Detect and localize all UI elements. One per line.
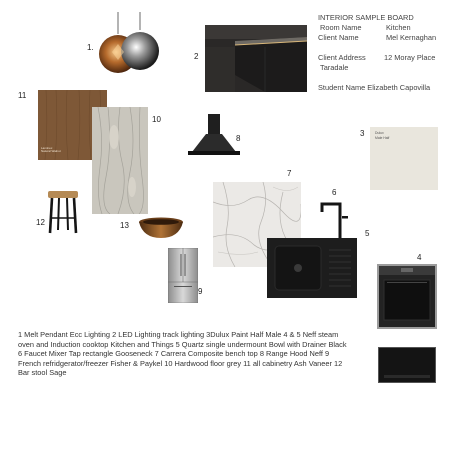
student-name: Student Name Elizabeth Capovilla <box>318 83 431 92</box>
room-name-label: Room Name <box>320 23 362 32</box>
label-item-1: 1. <box>87 43 94 52</box>
induction-cooktop-image <box>378 347 436 383</box>
label-item-12: 12 <box>36 218 45 227</box>
timber-swatch-brand: Laminex <box>41 146 53 150</box>
label-item-8: 8 <box>236 134 241 143</box>
label-item-11: 11 <box>18 91 27 100</box>
client-address-label: Client Address <box>318 53 366 62</box>
client-name-value: Mel Kernaghan <box>386 33 437 42</box>
bar-stool-image <box>45 188 81 234</box>
pendant-lights-image <box>96 12 162 74</box>
paint-name: Male Half <box>375 136 390 140</box>
label-item-5: 5 <box>365 229 370 238</box>
label-item-3: 3 <box>360 129 365 138</box>
french-door-fridge-image <box>168 248 198 303</box>
vessel-bowl-image <box>138 217 184 239</box>
label-item-7: 7 <box>287 169 292 178</box>
board-title: INTERIOR SAMPLE BOARD <box>318 13 414 22</box>
materials-caption: 1 Melt Pendant Ecc Lighting 2 LED Lighting track lighting 3Dulux Paint Half Male 4 & 5 Neff steam oven and Induction cooktop Kitchen and Things 5 Quartz single undermount Bowl with Drainer Black 6 Faucet Mixer Tap rectangle Gooseneck 7 Carrera Composite bench top 8 Range Hood Neff 9 French refridgerator/freezer Fisher & Paykel 10 Hardwood floor grey 11 all cabinetry Ash Vaneer 12 Bar stool Sage <box>18 330 347 378</box>
range-hood-image <box>186 114 242 159</box>
paint-brand: Dulux <box>375 131 384 135</box>
label-item-2: 2 <box>194 52 199 61</box>
steam-oven-image <box>377 264 437 329</box>
kitchen-island-image <box>205 25 307 92</box>
client-address-line2: Taradale <box>320 63 349 72</box>
label-item-4: 4 <box>417 253 422 262</box>
timber-swatch-name: Natural Walnut <box>41 149 61 154</box>
label-item-9: 9 <box>198 287 203 296</box>
black-sink-image <box>267 238 357 298</box>
client-name-label: Client Name <box>318 33 359 42</box>
client-address-value: 12 Moray Place <box>384 53 436 62</box>
grey-floor-swatch <box>92 107 148 214</box>
label-item-6: 6 <box>332 188 337 197</box>
paint-swatch <box>370 127 438 190</box>
room-name-value: Kitchen <box>386 23 411 32</box>
label-item-13: 13 <box>120 221 129 230</box>
label-item-10: 10 <box>152 115 161 124</box>
